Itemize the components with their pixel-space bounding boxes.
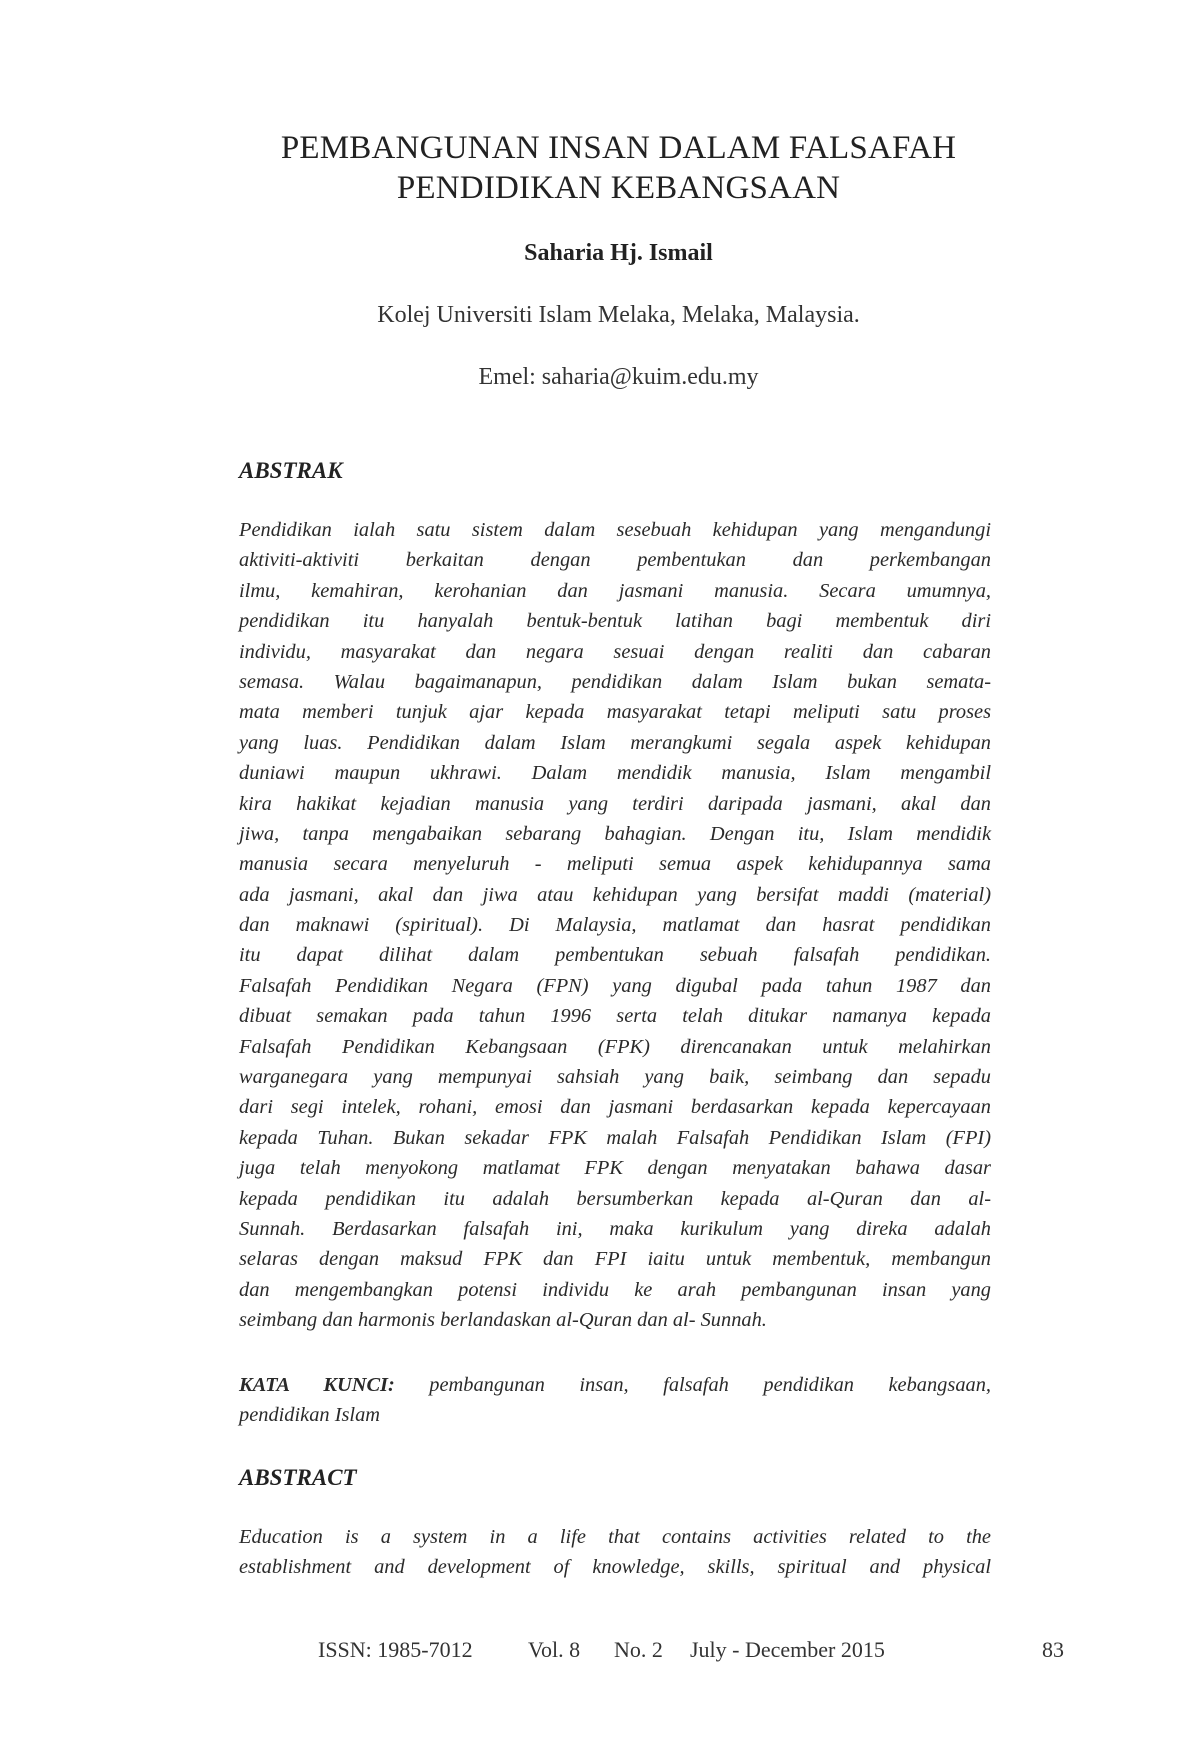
keywords-label: KATA KUNCI: <box>239 1374 395 1396</box>
text-line: semasa. Walau bagaimanapun, pendidikan dalam Islam bukan semata- <box>239 670 991 693</box>
paper-title <box>0 128 1200 208</box>
text-line: aktiviti-aktiviti berkaitan dengan pembentukan dan perkembangan <box>239 549 991 572</box>
text-line: Sunnah. Berdasarkan falsafah ini, maka kurikulum yang direka adalah <box>239 1217 991 1240</box>
text-line: Falsafah Pendidikan Negara (FPN) yang digubal pada tahun 1987 dan <box>239 974 991 997</box>
text-line: warganegara yang mempunyai sahsiah yang baik, seimbang dan sepadu <box>239 1066 991 1089</box>
text-line: jiwa, tanpa mengabaikan sebarang bahagian. Dengan itu, Islam mendidik <box>239 822 991 845</box>
author-email: Emel: saharia@kuim.edu.my <box>478 364 759 390</box>
text-line: itu dapat dilihat dalam pembentukan sebuah falsafah pendidikan. <box>239 944 991 967</box>
keywords-block <box>239 1370 991 1431</box>
keywords-text-1: pembangunan insan, falsafah pendidikan kebangsaan, <box>394 1374 991 1396</box>
text-line: mata memberi tunjuk ajar kepada masyarakat tetapi meliputi satu proses <box>239 701 991 724</box>
text-line: individu, masyarakat dan negara sesuai dengan realiti dan cabaran <box>239 640 991 663</box>
text-line: Education is a system in a life that contains activities related to the <box>239 1526 991 1548</box>
text-line: Falsafah Pendidikan Kebangsaan (FPK) direncanakan untuk melahirkan <box>239 1035 991 1058</box>
text-line: dari segi intelek, rohani, emosi dan jasmani berdasarkan kepada kepercayaan <box>239 1096 991 1119</box>
text-line: ada jasmani, akal dan jiwa atau kehidupan yang bersifat maddi (material) <box>239 883 991 906</box>
footer-period: July - December 2015 <box>690 1637 885 1662</box>
text-line: kira hakikat kejadian manusia yang terdiri daripada jasmani, akal dan <box>239 792 991 815</box>
abstrak-heading: ABSTRAK <box>239 458 343 483</box>
footer-issn: ISSN: 1985-7012 <box>318 1637 473 1662</box>
text-line: juga telah menyokong matlamat FPK dengan menyatakan bahawa dasar <box>239 1157 991 1180</box>
keywords-line-1 <box>239 1370 991 1400</box>
text-line: ilmu, kemahiran, kerohanian dan jasmani manusia. Secara umumnya, <box>239 579 991 602</box>
text-line: establishment and development of knowledge, skills, spiritual and physical <box>239 1556 991 1579</box>
text-line: Pendidikan ialah satu sistem dalam sesebuah kehidupan yang mengandungi <box>239 519 991 541</box>
text-line: dibuat semakan pada tahun 1996 serta telah ditukar namanya kepada <box>239 1005 991 1028</box>
page-number: 83 <box>1042 1637 1064 1662</box>
abstract-body <box>239 1522 991 1583</box>
title-line-1: PEMBANGUNAN INSAN DALAM FALSAFAH <box>280 130 957 166</box>
author-affiliation: Kolej Universiti Islam Melaka, Melaka, Malaysia. <box>377 302 860 328</box>
text-line: kepada pendidikan itu adalah bersumberkan kepada al-Quran dan al- <box>239 1187 991 1210</box>
footer-number: No. 2 <box>614 1637 663 1662</box>
text-line: manusia secara menyeluruh - meliputi semua aspek kehidupannya sama <box>239 853 991 876</box>
title-line-2: PENDIDIKAN KEBANGSAAN <box>396 170 841 206</box>
text-line: kepada Tuhan. Bukan sekadar FPK malah Falsafah Pendidikan Islam (FPI) <box>239 1126 991 1149</box>
page-footer <box>0 1637 1200 1667</box>
text-line: pendidikan itu hanyalah bentuk-bentuk latihan bagi membentuk diri <box>239 610 991 633</box>
text-line: selaras dengan maksud FPK dan FPI iaitu untuk membentuk, membangun <box>239 1248 991 1271</box>
text-line: yang luas. Pendidikan dalam Islam merangkumi segala aspek kehidupan <box>239 731 991 754</box>
text-line: dan mengembangkan potensi individu ke arah pembangunan insan yang <box>239 1278 991 1301</box>
footer-volume: Vol. 8 <box>528 1637 581 1662</box>
abstrak-body <box>239 515 991 1336</box>
abstract-heading: ABSTRACT <box>239 1465 357 1490</box>
text-line: seimbang dan harmonis berlandaskan al-Quran dan al- Sunnah. <box>239 1309 767 1332</box>
keywords-line-2: pendidikan Islam <box>239 1404 381 1427</box>
text-line: duniawi maupun ukhrawi. Dalam mendidik manusia, Islam mengambil <box>239 762 991 785</box>
author-name: Saharia Hj. Ismail <box>524 240 713 266</box>
text-line: dan maknawi (spiritual). Di Malaysia, matlamat dan hasrat pendidikan <box>239 914 991 937</box>
